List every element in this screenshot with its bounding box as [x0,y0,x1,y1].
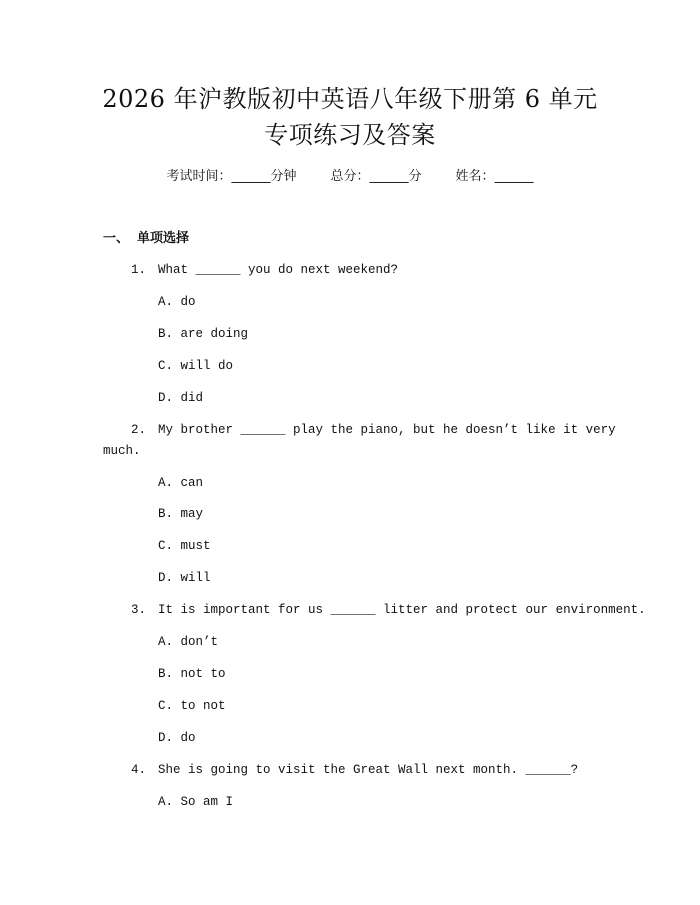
question-2-continuation: much. [103,444,141,458]
section-title: 单项选择 [137,231,190,246]
option-2a: A. can [158,476,204,490]
question-text: She is going to visit the Great Wall next month. ______? [158,763,579,777]
question-text: My brother ______ play the piano, but he doesn’t like it very [158,423,616,437]
student-name-field: 姓名：______ [455,169,534,184]
question-number: 3. [131,603,147,617]
page-title-line-1: 2026 年沪教版初中英语八年级下册第 6 单元 [102,85,598,113]
question-text: It is important for us ______ litter and protect our environment. [158,603,646,617]
section-heading [103,230,189,248]
exam-meta [0,168,700,186]
question-4 [131,761,578,779]
option-1a: A. do [158,295,196,309]
option-1d: D. did [158,391,204,405]
option-4a: A. So am I [158,795,234,809]
option-1b: B. are doing [158,327,249,341]
option-1c: C. will do [158,359,234,373]
section-number: 一、 [103,231,130,246]
option-2b: B. may [158,507,204,521]
question-number: 2. [131,423,147,437]
option-2c: C. must [158,539,211,553]
exam-time-field: 考试时间：______分钟 [166,169,297,184]
question-1 [131,261,398,279]
question-number: 1. [131,263,147,277]
option-3b: B. not to [158,667,226,681]
option-3a: A. don’t [158,635,219,649]
option-2d: D. will [158,571,211,585]
question-3 [131,601,646,619]
total-score-field: 总分：______分 [330,169,422,184]
question-number: 4. [131,763,147,777]
question-text: What ______ you do next weekend? [158,263,399,277]
page-title-line-2: 专项练习及答案 [264,121,436,149]
option-3d: D. do [158,731,196,745]
option-3c: C. to not [158,699,226,713]
question-2 [131,421,616,439]
